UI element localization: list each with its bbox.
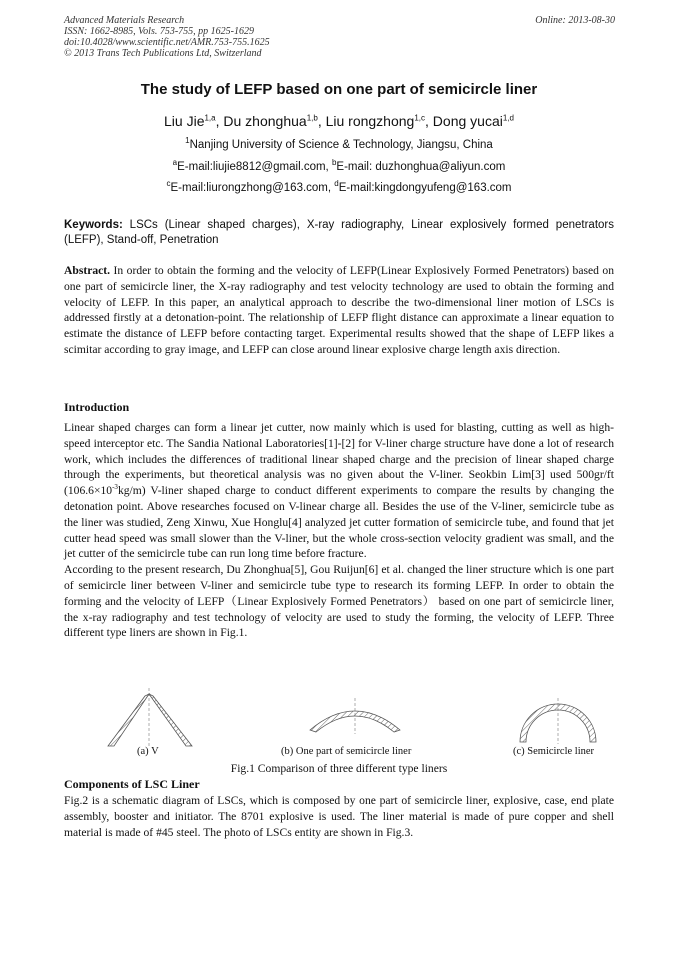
keywords-text: LSCs (Linear shaped charges), X-ray radiography, Linear explosively formed penetrators (LEFP), Stand-off, Penetration — [64, 219, 614, 246]
doi-line: doi:10.4028/www.scientific.net/AMR.753-755.1625 — [64, 37, 270, 48]
author-name: Liu Jie — [164, 113, 205, 129]
email-sup: c — [166, 179, 171, 189]
intro-p1-b: kg/m) V-liner shaped charge to conduct different experiments to compare the results by changing the detonation point. Above researches focused on V-linear charge all. Besides the use of the V-liner, semicircle tube as the liner was studied, Zeng Xinwu, Xue Honglu[4] analyzed jet cutter formation of semicircle tube, and found that jet cutter head speed was small slower than the V-liner, but the whole cross-section velocity gradient was small, and the jet cutter of the semicircle tube can run long time before fracture. — [64, 484, 614, 561]
semicircle-liner-figure — [508, 694, 608, 746]
paper-title: The study of LEFP based on one part of semicircle liner — [140, 81, 538, 98]
email-d: E-mail:kingdongyufeng@163.com — [338, 182, 512, 194]
email-sup: b — [331, 158, 337, 168]
journal-name: Advanced Materials Research — [64, 15, 185, 26]
copyright-line: © 2013 Trans Tech Publications Ltd, Switzerland — [64, 48, 262, 59]
author-sup: 1,b — [306, 113, 318, 123]
intro-p2: According to the present research, Du Zhonghua[5], Gou Ruijun[6] et al. changed the liner structure which is one part of semicircle liner between V-liner and semicircle tube type to research its forming LEFP. In order to obtain the forming and the velocity of LEFP（Linear Explosively Formed Penetrators） based on one part of semicircle liner, the x-ray radiography and test technology of velocity are used to study the forming, the velocity of LEFP. Three different type liners are shown in Fig.1. — [64, 563, 614, 640]
author-sup: 1,a — [204, 113, 216, 123]
keywords-label: Keywords: — [64, 219, 123, 231]
author-list: Liu Jie$^{1,a}$, Du zhonghua$^{1,b}$, Liu rongzhong$^{1,c}$, Dong yucai$^{1,d}$ — [164, 113, 514, 129]
author-name: Dong yucai — [432, 113, 503, 129]
intro-p1-sup: -3 — [112, 483, 118, 492]
introduction-heading: Introduction — [64, 400, 130, 414]
email-line-2 — [0, 179, 678, 194]
affiliation-text: Nanjing University of Science & Technology, Jiangsu, China — [189, 139, 493, 151]
keywords — [64, 218, 614, 248]
fig1-label-a: (a) V — [137, 746, 159, 757]
email-sup: a — [172, 158, 178, 168]
affiliation — [0, 136, 678, 151]
email-sup: d — [334, 179, 339, 189]
online-date: Online: 2013-08-30 — [535, 15, 615, 26]
abstract — [64, 263, 614, 358]
components-heading: Components of LSC Liner — [64, 777, 200, 791]
fig1-caption: Fig.1 Comparison of three different type liners — [230, 762, 448, 775]
email-b: E-mail: duzhonghua@aliyun.com — [336, 161, 506, 173]
intro-p1-a: Linear shaped charges can form a linear jet cutter, now mainly which is used for blasting, cutting as well as high-speed interceptor etc. The Sandia National Laboratories[1]-[2] for V-liner charge structure have done a lot of research work, which includes the differences of traditional linear shaped charge and the precision of linear shaped charge through the experiments, but theoretical analysis was no given about the V-liner. Seokbin Lim[3] used 500gr/ft (106.6×10 — [64, 421, 614, 498]
abstract-text: In order to obtain the forming and the velocity of LEFP(Linear Explosively Formed Penetrators) based on one part of semicircle liner, the X-ray radiography and test velocity technology are used to obtain the forming and velocity of LEFP. In this paper, an analytical approach to describe the two-dimensional liner motion of LSCs is addressed firstly at a detonation-point. The relationship of LEFP flight distance can approximate a linear equation to estimate the distance of LEFP before contacting target. Experimental results showed that the shape of LEFP likes a scimitar according to gray image, and LEFP can close around linear explosive charge length axis direction. — [64, 264, 614, 356]
fig1-label-c: (c) Semicircle liner — [513, 746, 595, 757]
author-sup: 1,c — [414, 113, 426, 123]
journal-header — [64, 15, 270, 59]
components-body: Fig.2 is a schematic diagram of LSCs, which is composed by one part of semicircle liner, explosive, case, end plate assembly, booster and initiator. The 8701 explosive is used. The liner material is made of pure copper and shell material is made of #45 steel. The photo of LSCs entity are shown in Fig.3. — [64, 794, 614, 839]
email-line-1 — [0, 158, 678, 173]
fig1-label-b: (b) One part of semicircle liner — [281, 746, 412, 757]
author-name: Liu rongzhong — [325, 113, 415, 129]
partial-semicircle-liner-figure — [300, 696, 410, 736]
v-liner-figure — [100, 688, 200, 750]
author-sup: 1,d — [502, 113, 514, 123]
email-a: E-mail:liujie8812@gmail.com, — [177, 161, 332, 173]
author-name: Du zhonghua — [223, 113, 307, 129]
abstract-label: Abstract. — [64, 264, 111, 277]
introduction-body — [64, 420, 614, 641]
affiliation-sup: 1 — [185, 136, 190, 146]
issn-line: ISSN: 1662-8985, Vols. 753-755, pp 1625-1629 — [64, 26, 254, 37]
email-c: E-mail:liurongzhong@163.com, — [170, 182, 335, 194]
